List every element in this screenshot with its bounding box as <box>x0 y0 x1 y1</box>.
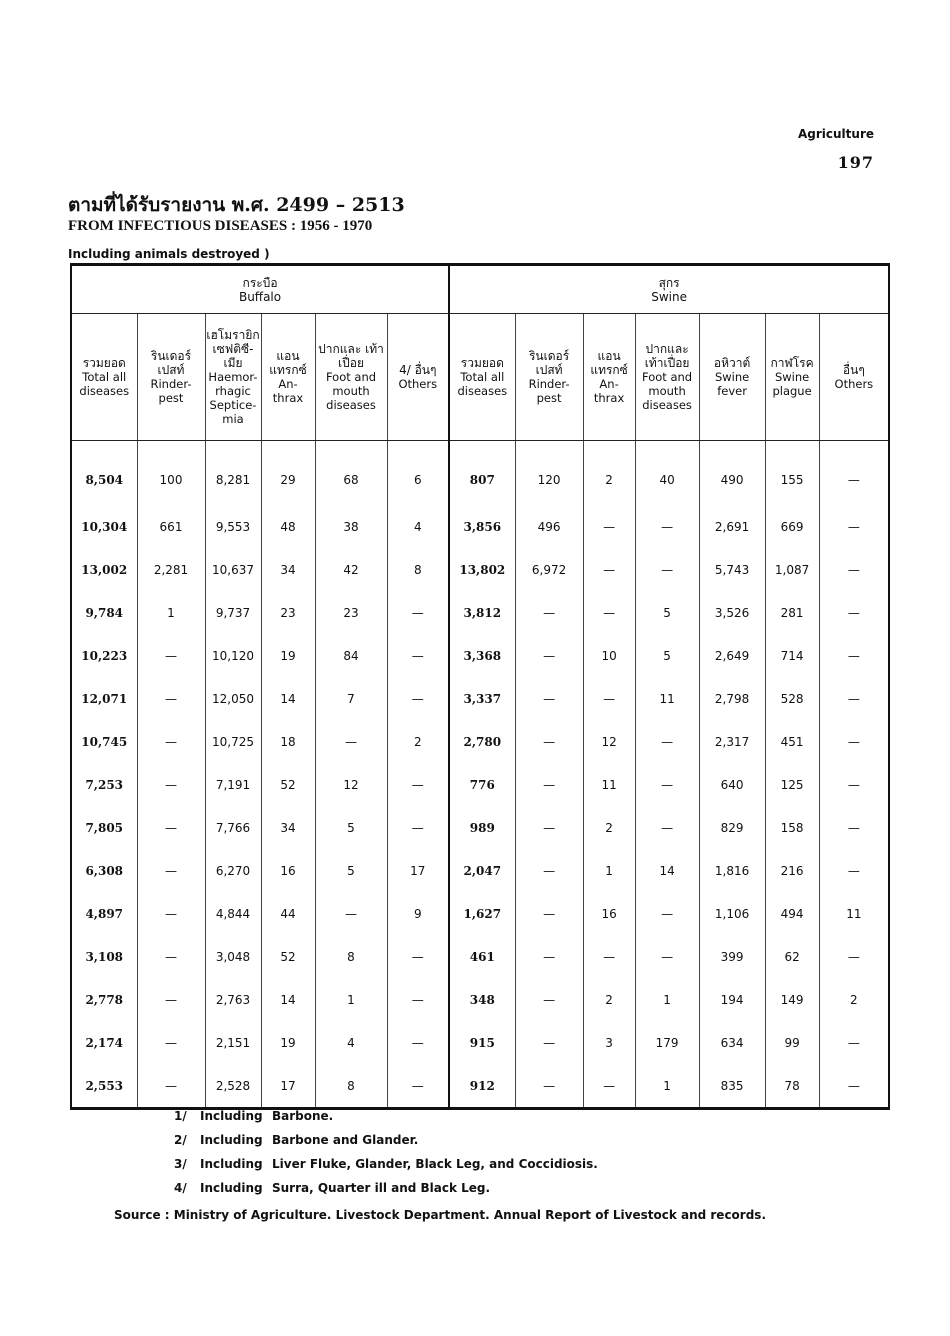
table-cell: 9,784 <box>85 605 124 620</box>
column-header-english: An- thrax <box>593 377 625 405</box>
table-cell: 7,191 <box>205 763 261 806</box>
table-cell: 6,270 <box>205 849 261 892</box>
table-cell: 348 <box>449 978 515 1021</box>
column-header-row <box>71 314 889 441</box>
column-header <box>515 314 583 441</box>
footnote-label: Including <box>200 1109 263 1123</box>
table-cell: 12 <box>315 763 387 806</box>
table-cell: 2,528 <box>205 1064 261 1109</box>
table-cell: — <box>635 763 699 806</box>
table-cell: 661 <box>137 505 205 548</box>
table-cell: 10,304 <box>81 519 128 534</box>
table-cell: 490 <box>699 441 765 506</box>
table-cell: 2,151 <box>205 1021 261 1064</box>
table-cell: 634 <box>699 1021 765 1064</box>
table-cell: — <box>515 935 583 978</box>
table-cell: 2,317 <box>699 720 765 763</box>
table-cell: 2,553 <box>85 1078 124 1093</box>
table-cell: — <box>635 806 699 849</box>
table-cell: — <box>515 978 583 1021</box>
table-cell: — <box>819 548 889 591</box>
table-cell: 2,763 <box>205 978 261 1021</box>
footnote <box>174 1133 418 1147</box>
title-english: FROM INFECTIOUS DISEASES : 1956 - 1970 <box>68 218 373 234</box>
table-cell: 912 <box>449 1064 515 1109</box>
table-cell: 3,337 <box>449 677 515 720</box>
table-cell: 2,778 <box>85 992 124 1007</box>
column-header-thai: รวมยอด <box>82 356 126 370</box>
column-header-thai: แอน แทรกซ์ <box>590 349 628 377</box>
table-cell: — <box>635 505 699 548</box>
group-header-row <box>71 265 889 314</box>
table-cell: 149 <box>765 978 819 1021</box>
table-cell: 2,780 <box>449 720 515 763</box>
table-cell: — <box>137 849 205 892</box>
footnote-mark: 2/ <box>174 1133 187 1147</box>
table-cell: 7,253 <box>85 777 124 792</box>
column-header <box>71 314 137 441</box>
footnote <box>174 1181 490 1195</box>
table-cell: — <box>635 720 699 763</box>
table-row <box>71 677 889 720</box>
column-header-english: Haemor- rhagic Septice- mia <box>208 370 258 426</box>
table-cell: 3 <box>583 1021 635 1064</box>
table-cell: 68 <box>315 441 387 506</box>
table-cell: 2 <box>583 978 635 1021</box>
table-cell: 10,223 <box>81 648 128 663</box>
table-cell: 23 <box>315 591 387 634</box>
table-cell: — <box>515 720 583 763</box>
table-cell: 6,972 <box>515 548 583 591</box>
table-cell: — <box>819 806 889 849</box>
table-cell: 835 <box>699 1064 765 1109</box>
table-cell: 10,725 <box>205 720 261 763</box>
table-cell: — <box>515 1021 583 1064</box>
footnote-mark: 1/ <box>174 1109 187 1123</box>
table-cell: 281 <box>765 591 819 634</box>
table-cell: — <box>137 806 205 849</box>
table-cell: 2 <box>819 978 889 1021</box>
table-row <box>71 892 889 935</box>
table-cell: 2,047 <box>449 849 515 892</box>
table-row <box>71 1021 889 1064</box>
footnote-label: Including <box>200 1133 263 1147</box>
table-cell: 3,048 <box>205 935 261 978</box>
column-header <box>765 314 819 441</box>
table-cell: — <box>515 634 583 677</box>
column-header-english: Swine fever <box>714 370 750 398</box>
table-cell: 194 <box>699 978 765 1021</box>
table-cell: 776 <box>449 763 515 806</box>
group-swine-english: Swine <box>651 289 687 304</box>
table-row <box>71 441 889 506</box>
table-cell: 6 <box>387 441 449 506</box>
table-cell: 44 <box>261 892 315 935</box>
table-cell: — <box>819 505 889 548</box>
table-cell: — <box>137 634 205 677</box>
table-cell: 2 <box>583 806 635 849</box>
column-header-thai: กาฬโรค <box>770 356 814 370</box>
table-row <box>71 763 889 806</box>
table-cell: 1 <box>137 591 205 634</box>
table-cell: 7 <box>315 677 387 720</box>
source-note: Source : Ministry of Agriculture. Livestock Department. Annual Report of Livestock and records. <box>114 1208 767 1222</box>
table-cell: 7,805 <box>85 820 124 835</box>
table-cell: 2,798 <box>699 677 765 720</box>
column-header-english: Others <box>834 377 874 391</box>
footnote-label: Including <box>200 1181 263 1195</box>
table-cell: 496 <box>515 505 583 548</box>
column-header <box>261 314 315 441</box>
table-cell: 7,766 <box>205 806 261 849</box>
footnote-text: Liver Fluke, Glander, Black Leg, and Coccidiosis. <box>272 1157 598 1171</box>
table-cell: 158 <box>765 806 819 849</box>
table-cell: 9,737 <box>205 591 261 634</box>
table-row <box>71 505 889 548</box>
column-header-english: Rinder- pest <box>528 377 570 405</box>
footnote <box>174 1157 598 1171</box>
table-cell: — <box>819 591 889 634</box>
table-cell: 5 <box>635 591 699 634</box>
table-cell: — <box>819 634 889 677</box>
footnote-text: Surra, Quarter ill and Black Leg. <box>272 1181 491 1195</box>
column-header-thai: 4/ อื่นๆ <box>399 363 437 377</box>
column-header-english: Total all diseases <box>79 370 130 398</box>
table-cell: 528 <box>765 677 819 720</box>
table-cell: — <box>387 634 449 677</box>
column-header-thai: อื่นๆ <box>842 363 865 377</box>
table-cell: — <box>635 548 699 591</box>
table-row <box>71 978 889 1021</box>
table-cell: 714 <box>765 634 819 677</box>
table-cell: 48 <box>261 505 315 548</box>
footnote <box>174 1109 333 1123</box>
table-subtitle: Including animals destroyed ) <box>68 247 270 261</box>
table-cell: 1,087 <box>765 548 819 591</box>
table-cell: 2,174 <box>85 1035 124 1050</box>
disease-table <box>70 263 890 1110</box>
table-cell: — <box>387 591 449 634</box>
table-cell: 12,050 <box>205 677 261 720</box>
table-cell: — <box>819 763 889 806</box>
table-cell: 52 <box>261 763 315 806</box>
table-cell: 1 <box>315 978 387 1021</box>
table-cell: 8 <box>387 548 449 591</box>
table-cell: 640 <box>699 763 765 806</box>
table-cell: 78 <box>765 1064 819 1109</box>
column-header-thai: รินเดอร์ เปสท์ <box>150 349 192 377</box>
table-cell: — <box>515 763 583 806</box>
table-row <box>71 634 889 677</box>
column-header <box>699 314 765 441</box>
table-cell: — <box>315 720 387 763</box>
table-cell: — <box>387 763 449 806</box>
column-header-english: Foot and mouth diseases <box>642 370 693 412</box>
table-cell: 34 <box>261 806 315 849</box>
column-header-thai: อหิวาต์ <box>713 356 751 370</box>
page-number: 197 <box>837 153 874 172</box>
table-cell: 16 <box>261 849 315 892</box>
table-cell: 2,691 <box>699 505 765 548</box>
table-cell: — <box>583 548 635 591</box>
table-cell: 62 <box>765 935 819 978</box>
table-cell: 42 <box>315 548 387 591</box>
footnote-mark: 4/ <box>174 1181 187 1195</box>
table-cell: 38 <box>315 505 387 548</box>
table-cell: 8 <box>315 935 387 978</box>
table-cell: — <box>819 1064 889 1109</box>
table-cell: 4,844 <box>205 892 261 935</box>
table-cell: 461 <box>449 935 515 978</box>
table-row <box>71 720 889 763</box>
table-cell: — <box>315 892 387 935</box>
table-cell: 3,526 <box>699 591 765 634</box>
column-header <box>819 314 889 441</box>
table-row <box>71 806 889 849</box>
footnote-text: Barbone. <box>272 1109 334 1123</box>
table-cell: — <box>583 935 635 978</box>
table-cell: — <box>137 720 205 763</box>
column-header-thai: แอน แทรกซ์ <box>269 349 307 377</box>
table-cell: 52 <box>261 935 315 978</box>
table-cell: 2 <box>583 441 635 506</box>
table-cell: 179 <box>635 1021 699 1064</box>
table-cell: 1,816 <box>699 849 765 892</box>
column-header-thai: รวมยอด <box>460 356 504 370</box>
table-cell: — <box>137 935 205 978</box>
table-cell: 9,553 <box>205 505 261 548</box>
table-cell: 4,897 <box>85 906 124 921</box>
table-cell: 2,649 <box>699 634 765 677</box>
table-cell: — <box>819 935 889 978</box>
column-header <box>315 314 387 441</box>
table-cell: — <box>583 505 635 548</box>
column-header <box>137 314 205 441</box>
table-cell: 4 <box>315 1021 387 1064</box>
group-swine-thai: สุกร <box>658 275 680 290</box>
table-cell: 10,637 <box>205 548 261 591</box>
table-cell: — <box>819 441 889 506</box>
table-cell: 3,856 <box>449 505 515 548</box>
table-cell: 1 <box>635 978 699 1021</box>
table-cell: 14 <box>261 978 315 1021</box>
group-buffalo-english: Buffalo <box>238 289 282 304</box>
column-header-english: Foot and mouth diseases <box>325 370 377 412</box>
table-cell: — <box>515 849 583 892</box>
table-cell: 3,108 <box>85 949 124 964</box>
footnote-label: Including <box>200 1157 263 1171</box>
table-cell: — <box>387 806 449 849</box>
table-cell: 12 <box>583 720 635 763</box>
group-buffalo <box>71 265 449 314</box>
table-cell: 399 <box>699 935 765 978</box>
table-cell: 5 <box>635 634 699 677</box>
table-cell: 14 <box>261 677 315 720</box>
table-cell: 3,812 <box>449 591 515 634</box>
table-cell: 989 <box>449 806 515 849</box>
table-cell: — <box>635 892 699 935</box>
table-cell: 5 <box>315 806 387 849</box>
table-cell: 1 <box>635 1064 699 1109</box>
column-header-english: Others <box>398 377 438 391</box>
column-header-thai: เฮโมรายิก เซฟติซี- เมีย <box>206 328 260 370</box>
table-cell: 19 <box>261 634 315 677</box>
table-cell: — <box>137 1064 205 1109</box>
table-cell: 16 <box>583 892 635 935</box>
table-cell: — <box>387 1021 449 1064</box>
footnote-text: Barbone and Glander. <box>272 1133 419 1147</box>
table-cell: 11 <box>583 763 635 806</box>
table-cell: 13,802 <box>449 548 515 591</box>
table-cell: — <box>583 591 635 634</box>
table-cell: — <box>387 677 449 720</box>
table-cell: 807 <box>449 441 515 506</box>
table-cell: 18 <box>261 720 315 763</box>
table-cell: 5,743 <box>699 548 765 591</box>
table-cell: 120 <box>515 441 583 506</box>
table-cell: 494 <box>765 892 819 935</box>
table-cell: 4 <box>387 505 449 548</box>
table-cell: 669 <box>765 505 819 548</box>
table-cell: — <box>819 849 889 892</box>
column-header <box>205 314 261 441</box>
table-cell: — <box>387 935 449 978</box>
table-cell: 34 <box>261 548 315 591</box>
column-header-thai: ปากและ เท้าเปื่อย <box>318 342 384 370</box>
table-cell: — <box>137 763 205 806</box>
table-cell: 100 <box>137 441 205 506</box>
table-cell: 13,002 <box>81 562 128 577</box>
table-cell: 125 <box>765 763 819 806</box>
title-thai: ตามที่ได้รับรายงาน พ.ศ. 2499 – 2513 <box>68 194 405 216</box>
table-cell: — <box>583 1064 635 1109</box>
table-row <box>71 1064 889 1109</box>
table-cell: — <box>819 720 889 763</box>
table-cell: 11 <box>635 677 699 720</box>
table-cell: — <box>137 978 205 1021</box>
table-cell: 10 <box>583 634 635 677</box>
table-cell: — <box>137 892 205 935</box>
column-header-english: Swine plague <box>772 370 812 398</box>
column-header <box>387 314 449 441</box>
table-cell: — <box>515 1064 583 1109</box>
column-header-thai: รินเดอร์ เปสท์ <box>528 349 570 377</box>
table-cell: 10,120 <box>205 634 261 677</box>
table-cell: 216 <box>765 849 819 892</box>
table-cell: — <box>635 935 699 978</box>
section-label: Agriculture <box>797 127 874 141</box>
table-row <box>71 849 889 892</box>
table-row <box>71 548 889 591</box>
table-cell: 17 <box>261 1064 315 1109</box>
table-cell: 11 <box>819 892 889 935</box>
table-cell: 23 <box>261 591 315 634</box>
table-cell: 40 <box>635 441 699 506</box>
table-cell: 2,281 <box>137 548 205 591</box>
table-cell: 8,504 <box>85 473 124 487</box>
table-cell: 3,368 <box>449 634 515 677</box>
column-header-english: An- thrax <box>272 377 304 405</box>
table-cell: 6,308 <box>85 863 124 878</box>
table-row <box>71 591 889 634</box>
table-cell: 8,281 <box>205 441 261 506</box>
table-cell: — <box>583 677 635 720</box>
table-cell: 451 <box>765 720 819 763</box>
table-cell: — <box>515 591 583 634</box>
table-cell: — <box>387 978 449 1021</box>
table-cell: 5 <box>315 849 387 892</box>
table-cell: — <box>515 806 583 849</box>
table-cell: 84 <box>315 634 387 677</box>
column-header <box>635 314 699 441</box>
table-cell: 2 <box>387 720 449 763</box>
table-cell: 19 <box>261 1021 315 1064</box>
column-header-english: Total all diseases <box>457 370 508 398</box>
table-cell: — <box>515 892 583 935</box>
table-cell: 99 <box>765 1021 819 1064</box>
column-header <box>583 314 635 441</box>
group-swine <box>449 265 889 314</box>
footnote-mark: 3/ <box>174 1157 187 1171</box>
table-cell: 12,071 <box>81 691 128 706</box>
table-cell: — <box>137 1021 205 1064</box>
table-cell: — <box>387 1064 449 1109</box>
group-buffalo-thai: กระบือ <box>242 275 278 290</box>
table-cell: 155 <box>765 441 819 506</box>
table-cell: 10,745 <box>81 734 128 749</box>
table-cell: — <box>515 677 583 720</box>
table-cell: 29 <box>261 441 315 506</box>
table-cell: 17 <box>387 849 449 892</box>
table-cell: 1,627 <box>449 892 515 935</box>
table-cell: 829 <box>699 806 765 849</box>
table-cell: — <box>819 677 889 720</box>
column-header <box>449 314 515 441</box>
column-header-thai: ปากและ เท้าเปื่อย <box>644 342 690 370</box>
table-cell: 14 <box>635 849 699 892</box>
table-cell: 1,106 <box>699 892 765 935</box>
table-cell: — <box>819 1021 889 1064</box>
table-cell: 915 <box>449 1021 515 1064</box>
table-row <box>71 935 889 978</box>
table-cell: 9 <box>387 892 449 935</box>
table-cell: — <box>137 677 205 720</box>
column-header-english: Rinder- pest <box>150 377 192 405</box>
table-cell: 1 <box>583 849 635 892</box>
table-cell: 8 <box>315 1064 387 1109</box>
